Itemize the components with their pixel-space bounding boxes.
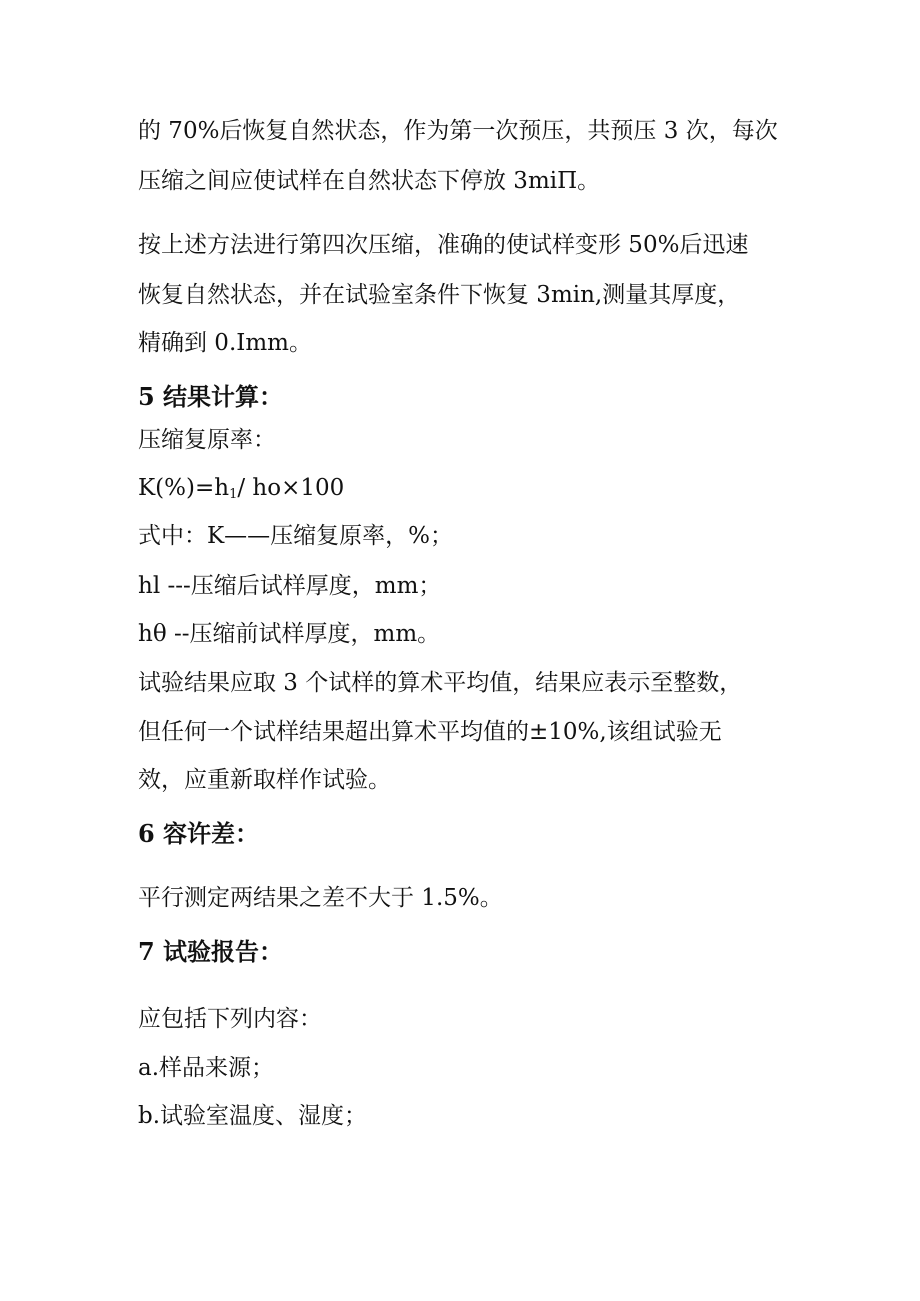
section-heading-results: 5 结果计算：	[138, 382, 284, 411]
formula-title: 压缩复原率：	[138, 427, 276, 453]
paragraph-line: 压缩之间应使试样在自然状态下停放 3miΠ。	[138, 168, 601, 194]
definition-k: 式中：K——压缩复原率，%；	[138, 523, 454, 549]
paragraph-line: 但任何一个试样结果超出算术平均值的±10%,该组试验无	[138, 719, 722, 745]
section-heading-tolerance: 6 容许差：	[138, 819, 260, 848]
paragraph-line: 试验结果应取 3 个试样的算术平均值，结果应表示至整数，	[138, 670, 743, 696]
formula-suffix: / ho×100	[237, 475, 345, 501]
list-item: a.样品来源；	[138, 1055, 275, 1081]
definition-h0: hθ --压缩前试样厚度，mm。	[138, 621, 441, 647]
section-heading-report: 7 试验报告：	[138, 937, 284, 966]
formula-subscript: 1	[229, 487, 238, 502]
paragraph-line: 精确到 0.Imm。	[138, 330, 312, 356]
formula-prefix: K(%)=h	[138, 475, 230, 501]
paragraph-line: 的 70%后恢复自然状态，作为第一次预压，共预压 3 次，每次	[138, 118, 778, 144]
paragraph-line: 效，应重新取样作试验。	[138, 767, 391, 793]
list-item: b.试验室温度、湿度；	[138, 1103, 368, 1129]
paragraph-line: 按上述方法进行第四次压缩，准确的使试样变形 50%后迅速	[138, 232, 749, 258]
report-intro: 应包括下列内容：	[138, 1006, 322, 1032]
paragraph-line: 恢复自然状态，并在试验室条件下恢复 3min,测量其厚度，	[138, 282, 741, 308]
formula	[138, 473, 344, 503]
definition-h1: hl ---压缩后试样厚度，mm；	[138, 573, 442, 599]
tolerance-text: 平行测定两结果之差不大于 1.5%。	[138, 885, 503, 911]
